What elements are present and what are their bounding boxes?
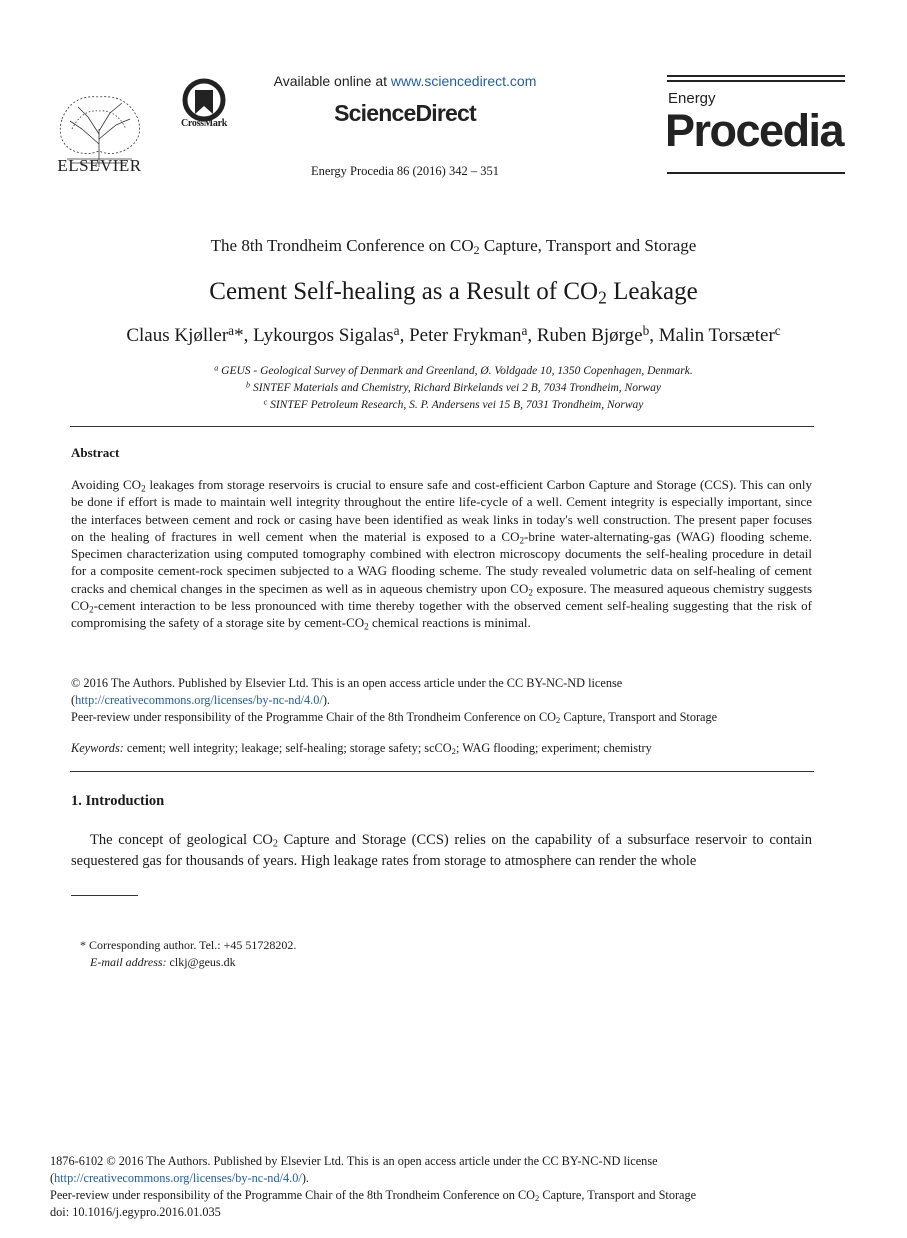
sciencedirect-link[interactable]: www.sciencedirect.com bbox=[390, 73, 537, 89]
publisher-name: ELSEVIER bbox=[57, 156, 142, 175]
license-link[interactable]: http://creativecommons.org/licenses/by-nc-nd/4.0/ bbox=[75, 693, 323, 707]
footer-license: 1876-6102 © 2016 The Authors. Published by Elsevier Ltd. This is an open access article under the CC BY-NC-ND license bbox=[50, 1154, 658, 1168]
page-footer bbox=[50, 1153, 850, 1221]
footnote-rule bbox=[71, 895, 138, 896]
affiliations bbox=[0, 363, 907, 414]
author: Lykourgos Sigalas$^a$ bbox=[253, 323, 400, 346]
sciencedirect-brand: ScienceDirect bbox=[334, 100, 476, 126]
license-block bbox=[71, 675, 812, 726]
abstract-heading: Abstract bbox=[71, 445, 120, 460]
affiliation: $^a$ GEUS - Geological Survey of Denmark and Greenland, Ø. Voldgade 10, 1350 Copenhagen, Denmark. bbox=[214, 363, 693, 377]
intro-text: The concept of geological $CO_2$ Capture and Storage (CCS) relies on the capability of a subsurface reservoir to contain sequestered gas for thousands of years. High leakage rates from storage to atmosphere can render the whole bbox=[71, 832, 813, 869]
available-online bbox=[240, 73, 570, 89]
peer-review-line: Peer-review under responsibility of the Programme Chair of the 8th Trondheim Conference on $CO_2$ Capture, Transport and Storage bbox=[71, 710, 718, 726]
author-list: Claus Kjøller$^a$*, Lykourgos Sigalas$^a$, Peter Frykman$^a$, Ruben Bjørge$^b$, Malin Torsæter$^c$ bbox=[126, 323, 781, 346]
corresponding-author: * Corresponding author. Tel.: +45 51728202. bbox=[80, 938, 297, 952]
author: Peter Frykman$^a$ bbox=[409, 323, 528, 346]
footer-url-line: (http://creativecommons.org/licenses/by-nc-nd/4.0/). bbox=[50, 1171, 309, 1185]
email-address[interactable]: clkj@geus.dk bbox=[166, 955, 236, 969]
conference-name: The 8th Trondheim Conference on $CO_2$ Capture, Transport and Storage bbox=[210, 236, 697, 257]
footer-peer-review: Peer-review under responsibility of the Programme Chair of the 8th Trondheim Conference on $CO_2$ Capture, Transport and Storage bbox=[50, 1188, 697, 1204]
affiliation: $^c$ SINTEF Petroleum Research, S. P. Andersens vei 15 B, 7031 Trondheim, Norway bbox=[263, 397, 644, 411]
journal-reference: Energy Procedia 86 (2016) 342 – 351 bbox=[311, 164, 499, 178]
procedia-bottom-line bbox=[667, 172, 845, 174]
affiliation: $^b$ SINTEF Materials and Chemistry, Richard Birkelands vei 2 B, 7034 Trondheim, Norway bbox=[246, 380, 661, 394]
available-prefix: Available online at bbox=[273, 73, 391, 89]
keywords-label: Keywords: bbox=[71, 741, 124, 755]
bottom-divider bbox=[70, 771, 814, 772]
email-line: E-mail address: clkj@geus.dk bbox=[90, 955, 236, 969]
license-url-line: (http://creativecommons.org/licenses/by-nc-nd/4.0/). bbox=[71, 693, 330, 707]
author: Ruben Bjørge$^b$ bbox=[536, 323, 650, 346]
license-line: © 2016 The Authors. Published by Elsevier Ltd. This is an open access article under the CC BY-NC-ND license bbox=[71, 676, 623, 690]
journal-name-large: Procedia bbox=[665, 105, 844, 156]
keywords: Keywords: cement; well integrity; leakage; self-healing; storage safety; scCO$_2$; WAG flooding; experiment; chemistry bbox=[71, 741, 652, 757]
abstract-text: Avoiding $CO_2$ leakages from storage reservoirs is crucial to ensure safe and cost-efficient Carbon Capture and Storage (CCS). This can only be done if effort is made to maintain well integrity throughout the entire life-cycle of a well. Cement integrity is especially important, since the interfaces between cement and rock or casing have been identified as weak links in today's well construction. The present paper focuses on the healing of fractures in well cement when the material is exposed to a $CO_2$-brine water-alternating-gas (WAG) flooding scheme. Specimen characterization using computed tomography combined with electron microscopy documents the self-healing procedure in detail for a composite cement-rock specimen subjected to a WAG flooding scheme. The study revealed volumetric data on self-healing of cement cracks and chemical changes in the specimen as well as in aqueous chemistry upon $CO_2$ exposure. The measured aqueous chemistry suggests $CO_2$-cement interaction to be less pronounced with time thereby together with the observed cement self-healing suggesting that the risk of compromising the safety of a storage site by cement-$CO_2$ chemical reactions is minimal. bbox=[71, 477, 813, 632]
doi[interactable]: doi: 10.1016/j.egypro.2016.01.035 bbox=[50, 1205, 221, 1219]
author: Malin Torsæter$^c$ bbox=[658, 323, 781, 346]
footnote bbox=[80, 937, 296, 971]
paper-title: Cement Self-healing as a Result of $CO_2$ Leakage bbox=[209, 278, 698, 308]
author: Claus Kjøller$^a$* bbox=[126, 323, 244, 346]
footer-license-link[interactable]: http://creativecommons.org/licenses/by-nc-nd/4.0/ bbox=[54, 1171, 302, 1185]
procedia-top-lines bbox=[667, 75, 845, 85]
journal-name-small: Energy bbox=[668, 90, 716, 107]
crossmark-label: CrossMark bbox=[180, 118, 227, 129]
intro-heading: 1. Introduction bbox=[71, 793, 165, 809]
top-divider bbox=[70, 426, 814, 427]
